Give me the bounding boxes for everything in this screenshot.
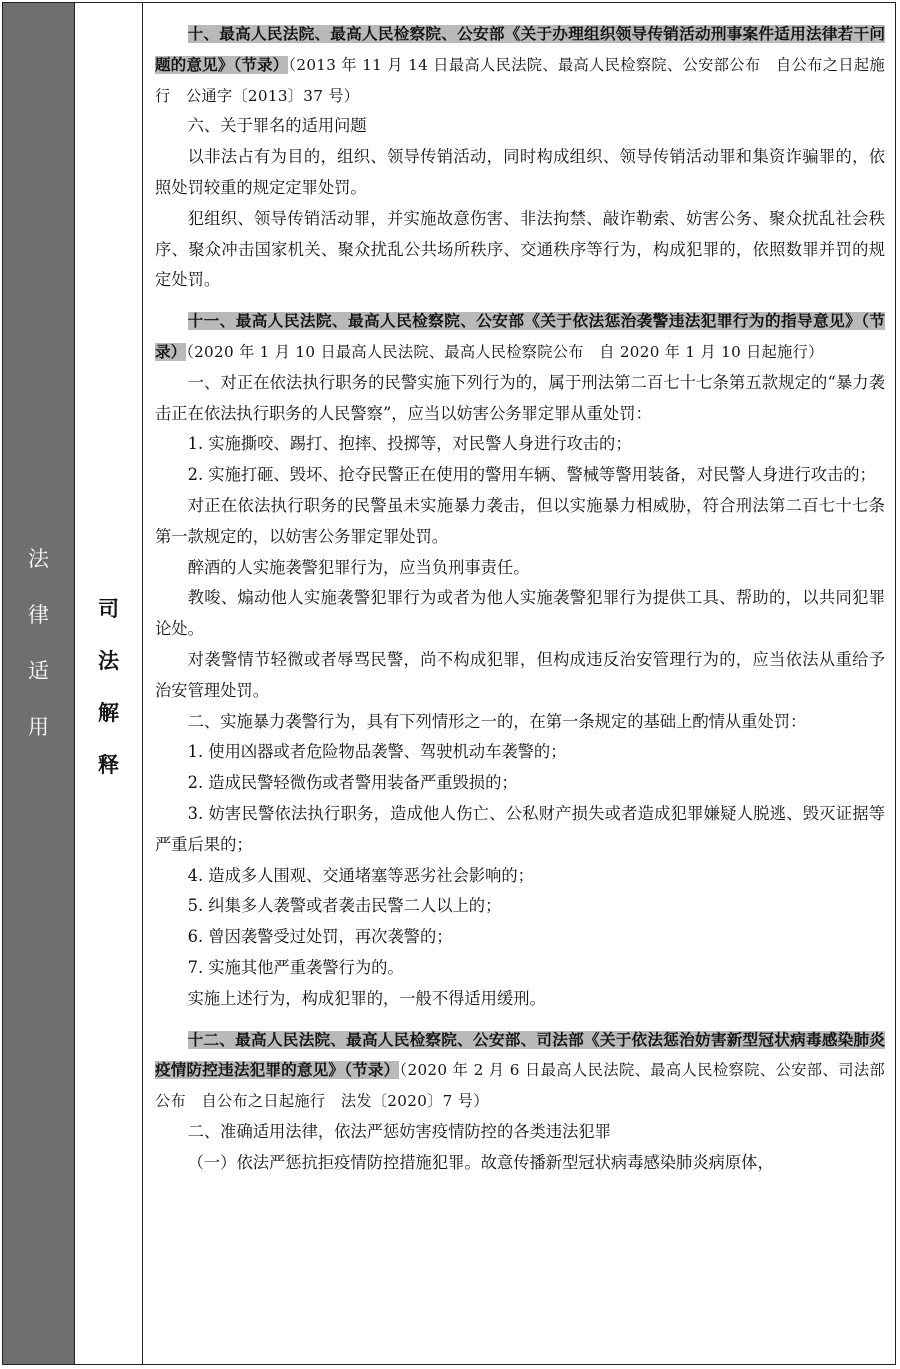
- body-paragraph: 对正在依法执行职务的民警虽未实施暴力袭击，但以实施暴力相威胁，符合刑法第二百七十七条第一款规定的，以妨害公务罪定罪处罚。: [155, 495, 885, 546]
- body-paragraph: 犯组织、领导传销活动罪，并实施故意伤害、非法拘禁、敲诈勒索、妨害公务、聚众扰乱社会秩序、聚众冲击国家机关、聚众扰乱公共场所秩序、交通秩序等行为，构成犯罪的，依照数罪并罚的规定处罚。: [155, 208, 885, 290]
- body-paragraph: 2. 实施打砸、毁坏、抢夺民警正在使用的警用车辆、警械等警用装备，对民警人身进行攻击的；: [187, 465, 876, 485]
- body-paragraph: 教唆、煽动他人实施袭警犯罪行为或者为他人实施袭警犯罪行为提供工具、帮助的，以共同犯罪论处。: [155, 588, 885, 639]
- page-frame: [2, 2, 896, 1365]
- subcategory-char: 司: [98, 597, 119, 621]
- category-char: 用: [28, 715, 49, 739]
- body-paragraph: 二、准确适用法律，依法严惩妨害疫情防控的各类违法犯罪: [187, 1121, 611, 1141]
- subcategory-char: 释: [98, 753, 119, 777]
- section-source: （2020 年 1 月 10 日最高人民法院、最高人民检察院公布 自 2020 年 1 月 10 日起施行）: [186, 342, 824, 361]
- body-paragraph: 对袭警情节轻微或者辱骂民警，尚不构成犯罪，但构成违反治安管理行为的，应当依法从重给予治安管理处罚。: [155, 649, 885, 700]
- body-paragraph: 1. 实施撕咬、踢打、抱摔、投掷等，对民警人身进行攻击的；: [187, 434, 632, 454]
- regulation-section: [155, 19, 885, 296]
- section-heading: 十、最高人民法院、最高人民检察院、公安部《关于办理组织领导传销活动刑事案件适用法律若干问题的意见》（节录）: [155, 25, 885, 74]
- section-heading-paragraph: [155, 306, 885, 368]
- body-paragraph: 一、对正在依法执行职务的民警实施下列行为的，属于刑法第二百七十七条第五款规定的“暴力袭击正在依法执行职务的人民警察”，应当以妨害公务罪定罪从重处罚：: [155, 372, 885, 423]
- body-paragraph: 1. 使用凶器或者危险物品袭警、驾驶机动车袭警的；: [187, 742, 567, 762]
- content-column: [143, 3, 895, 1364]
- section-heading-paragraph: [155, 1025, 885, 1117]
- regulation-section: [155, 1025, 885, 1179]
- subcategory-column: [75, 3, 143, 1364]
- section-heading: 十一、最高人民法院、最高人民检察院、公安部《关于依法惩治袭警违法犯罪行为的指导意见》（节录）: [155, 312, 885, 361]
- body-paragraph: 六、关于罪名的适用问题: [187, 116, 367, 136]
- section-source: （2020 年 2 月 6 日最高人民法院、最高人民检察院、公安部、司法部公布 自公布之日起施行 法发〔2020〕7 号）: [155, 1061, 885, 1111]
- category-char: 律: [28, 603, 49, 627]
- category-column: [3, 3, 75, 1364]
- body-paragraph: （一）依法严惩抗拒疫情防控措施犯罪。故意传播新型冠状病毒感染肺炎病原体，: [187, 1152, 774, 1172]
- section-source: （2013 年 11 月 14 日最高人民法院、最高人民检察院、公安部公布 自公布之日起施行 公通字〔2013〕37 号）: [155, 55, 886, 105]
- body-paragraph: 5. 纠集多人袭警或者袭击民警二人以上的；: [187, 896, 502, 916]
- section-heading-paragraph: [155, 19, 885, 111]
- category-char: 适: [28, 659, 49, 683]
- subcategory-label: [75, 593, 142, 779]
- body-paragraph: 6. 曾因袭警受过处罚，再次袭警的；: [187, 927, 453, 947]
- section-heading: 十二、最高人民法院、最高人民检察院、公安部、司法部《关于依法惩治妨害新型冠状病毒感染肺炎疫情防控违法犯罪的意见》（节录）: [155, 1030, 885, 1080]
- subcategory-char: 法: [98, 649, 119, 673]
- body-paragraph: 2. 造成民警轻微伤或者警用装备严重毁损的；: [187, 773, 518, 793]
- body-paragraph: 二、实施暴力袭警行为，具有下列情形之一的，在第一条规定的基础上酌情从重处罚：: [187, 711, 807, 731]
- body-paragraph: 7. 实施其他严重袭警行为的。: [187, 957, 404, 977]
- body-paragraph: 醉酒的人实施袭警犯罪行为，应当负刑事责任。: [187, 557, 530, 577]
- category-label: [3, 543, 74, 741]
- subcategory-char: 解: [98, 701, 119, 725]
- body-paragraph: 3. 妨害民警依法执行职务，造成他人伤亡、公私财产损失或者造成犯罪嫌疑人脱逃、毁灭证据等严重后果的；: [155, 803, 885, 854]
- regulation-section: [155, 306, 885, 1014]
- body-paragraph: 以非法占有为目的，组织、领导传销活动，同时构成组织、领导传销活动罪和集资诈骗罪的，依照处罚较重的规定定罪处罚。: [155, 147, 885, 197]
- category-char: 法: [28, 547, 49, 571]
- body-paragraph: 4. 造成多人围观、交通堵塞等恶劣社会影响的；: [187, 865, 534, 885]
- body-paragraph: 实施上述行为，构成犯罪的，一般不得适用缓刑。: [187, 988, 546, 1008]
